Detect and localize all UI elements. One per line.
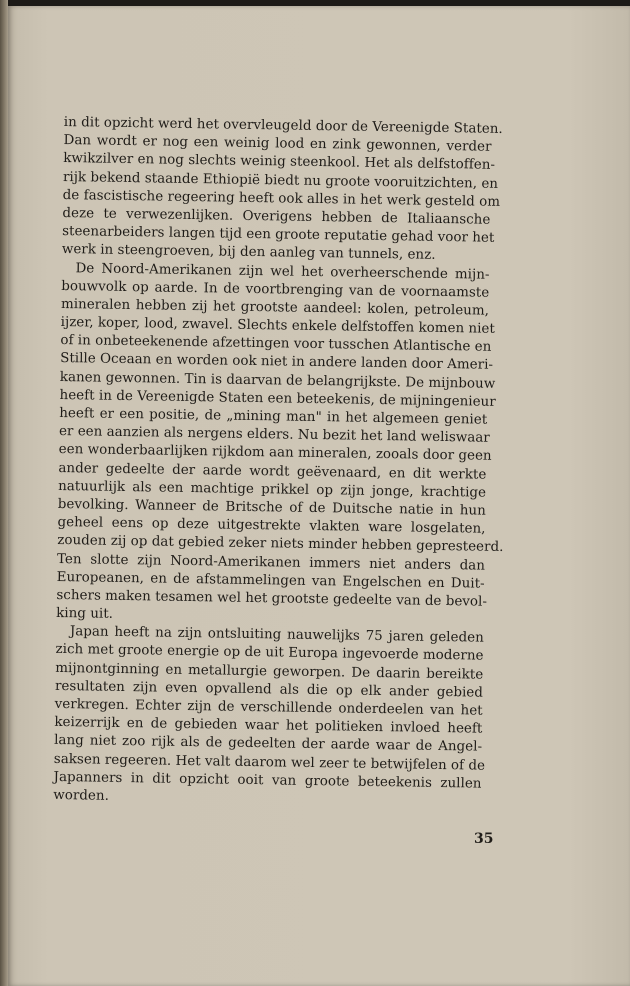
text-line: king uit. — [56, 606, 114, 622]
text-line: steenarbeiders langen tijd een groote reputatie gehad voor het — [62, 224, 495, 246]
text-line: werk in steengroeven, bij den aanleg van tunnels, enz. — [61, 242, 436, 264]
text-line: rijk bekend staande Ethiopië biedt nu groote vooruitzichten, en — [62, 169, 499, 192]
text-line: heeft er een positie, de „mining man" in het algemeen geniet — [59, 405, 488, 428]
text-line: zich met groote energie op de uit Europa ingevoerde moderne — [55, 642, 484, 665]
text-line: verkregen. Echter zijn de verschillende onderdeelen van het — [54, 696, 483, 719]
text-line: Stille Oceaan en worden ook niet in andere landen door Ameri- — [60, 351, 494, 374]
text-line: zouden zij op dat gebied zeker niets minder hebben gepresteerd. — [57, 533, 504, 556]
text-line: keizerrijk en de gebieden waar het politieken invloed heeft — [54, 715, 483, 737]
text-line: worden. — [53, 787, 110, 804]
text-line: ander gedeelte der aarde wordt geëvenaard, en dit werkte — [58, 460, 487, 483]
text-line: bevolking. Wanneer de Britsche of de Duitsche natie in hun — [57, 496, 486, 519]
text-line: ijzer, koper, lood, zwavel. Slechts enkele delfstoffen komen niet — [60, 315, 496, 337]
text-line: of in onbeteekenende afzettingen voor tusschen Atlantische en — [60, 333, 492, 355]
book-spine-edge — [0, 0, 8, 986]
text-line: lang niet zoo rijk als de gedeelten der aarde waar de Angel- — [54, 733, 483, 756]
text-line: De Noord-Amerikanen zijn wel het overheerschende mijn- — [75, 260, 490, 283]
text-line: de fascistische regeering heeft ook alles in het werk gesteld om — [62, 187, 501, 210]
text-line: saksen regeeren. Het valt daarom wel zeer te betwijfelen of de — [53, 751, 486, 774]
text-line: bouwvolk op aarde. In de voortbrenging van de voornaamste — [61, 278, 490, 301]
text-line: Europeanen, en de afstammelingen van Engelschen en Duit- — [56, 569, 485, 592]
text-line: mijnontginning en metallurgie geworpen. De daarin bereikte — [55, 660, 484, 683]
text-line: heeft in de Vereenigde Staten een beteekenis, de mijningenieur — [59, 387, 496, 410]
text-line: kanen gewonnen. Tin is daarvan de belangrijkste. De mijnbouw — [59, 369, 496, 392]
text-line: mineralen hebben zij het grootste aandeel: kolen, petroleum, — [60, 296, 490, 319]
text-line: schers maken tesamen wel het grootste gedeelte van de bevol- — [56, 587, 488, 610]
text-line: resultaten zijn even opvallend als die op elk ander gebied — [54, 678, 484, 701]
text-line: Japanners in dit opzicht ooit van groote beteekenis zullen — [53, 769, 482, 792]
text-line: Dan wordt er nog een weinig lood en zink gewonnen, verder — [63, 133, 492, 155]
text-line: deze te verwezenlijken. Overigens hebben de Italiaansche — [62, 205, 491, 228]
text-line: er een aanzien als nergens elders. Nu bezit het land weliswaar — [58, 424, 490, 446]
text-line: Ten slotte zijn Noord-Amerikanen immers niet anders dan — [56, 551, 486, 574]
text-line: een wonderbaarlijken rijkdom aan mineralen, zooals door geen — [58, 442, 492, 465]
page-number: 35 — [474, 831, 494, 847]
text-line: in dit opzicht werd het overvleugeld door de Vereenigde Staten. — [63, 114, 503, 137]
text-line: Japan heeft na zijn ontsluiting nauwelijks 75 jaren geleden — [69, 624, 484, 646]
body-text — [53, 114, 504, 812]
text-line: geheel eens op deze uitgestrekte vlakten ware losgelaten, — [57, 515, 486, 537]
text-line: kwikzilver en nog slechts weinig steenkool. Het als delfstoffen- — [63, 151, 496, 174]
text-line: natuurlijk als een machtige prikkel op zijn jonge, krachtige — [58, 478, 487, 501]
